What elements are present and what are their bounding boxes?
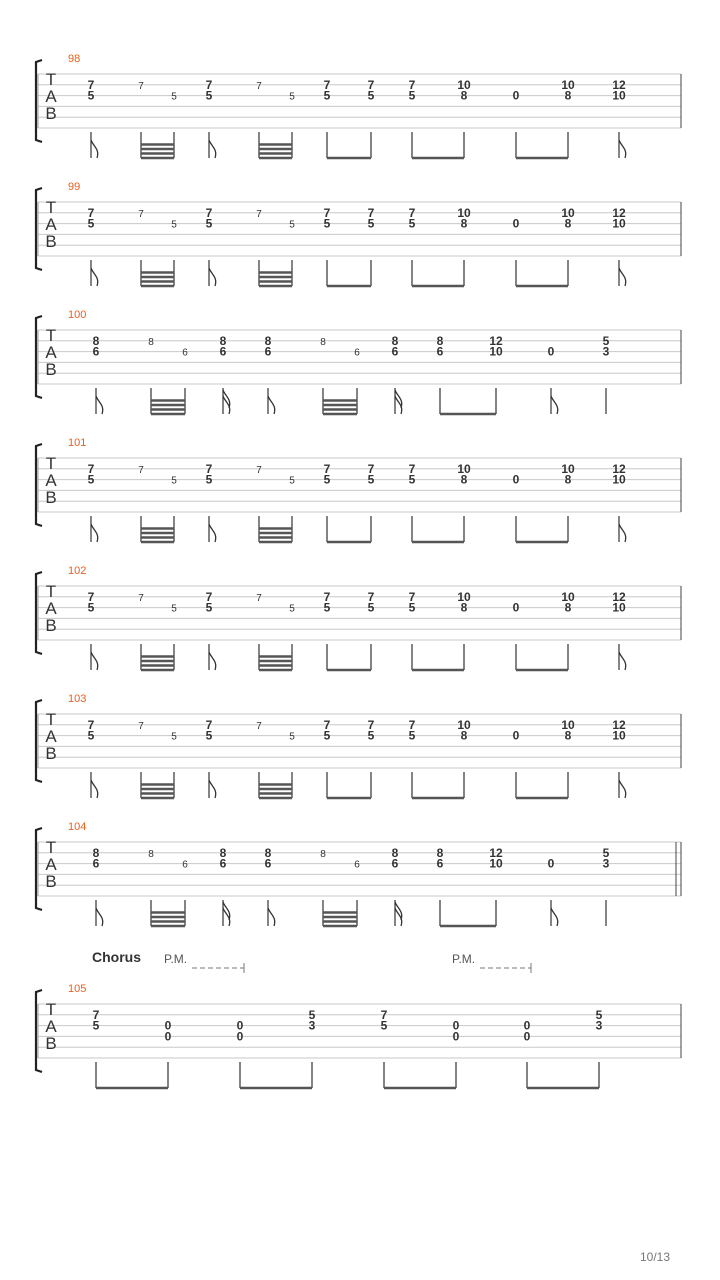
fret-number: 7 bbox=[205, 461, 213, 476]
fret-number: 10 bbox=[561, 77, 575, 92]
fret-number: 10 bbox=[612, 472, 626, 487]
fret-number: 8 bbox=[92, 845, 100, 860]
fret-number: 5 bbox=[289, 219, 295, 231]
tab-clef-a: A bbox=[45, 343, 57, 362]
fret-number: 5 bbox=[289, 731, 295, 743]
fret-number: 5 bbox=[595, 1007, 603, 1022]
fret-number: 12 bbox=[612, 589, 626, 604]
fret-number: 3 bbox=[595, 1018, 603, 1033]
fret-number: 5 bbox=[323, 88, 331, 103]
fret-number: 5 bbox=[367, 216, 375, 231]
note-flag bbox=[619, 140, 626, 158]
tab-clef-a: A bbox=[45, 87, 57, 106]
note-flag bbox=[91, 652, 98, 670]
fret-number: 5 bbox=[205, 728, 213, 743]
fret-number: 6 bbox=[219, 856, 227, 871]
note-flag bbox=[268, 396, 275, 414]
fret-number: 7 bbox=[92, 1007, 100, 1022]
system-bracket bbox=[36, 188, 42, 270]
system-bracket bbox=[36, 700, 42, 782]
note-flag bbox=[91, 780, 98, 798]
page-number: 10/13 bbox=[640, 1250, 671, 1264]
system-bracket bbox=[36, 828, 42, 910]
palm-mute-label: P.M. bbox=[452, 952, 476, 966]
fret-number: 12 bbox=[489, 333, 503, 348]
fret-number: 8 bbox=[460, 216, 468, 231]
tab-clef-b: B bbox=[45, 616, 57, 635]
fret-number: 5 bbox=[171, 731, 177, 743]
system-bracket bbox=[36, 572, 42, 654]
fret-number: 8 bbox=[436, 333, 444, 348]
fret-number: 5 bbox=[171, 475, 177, 487]
fret-number: 0 bbox=[512, 88, 520, 103]
note-flag bbox=[619, 524, 626, 542]
fret-number: 6 bbox=[182, 859, 188, 871]
fret-number: 8 bbox=[564, 216, 572, 231]
fret-number: 0 bbox=[512, 216, 520, 231]
measure-number: 102 bbox=[68, 565, 87, 577]
fret-number: 7 bbox=[205, 77, 213, 92]
tab-clef-b: B bbox=[45, 744, 57, 763]
note-flag bbox=[619, 652, 626, 670]
fret-number: 8 bbox=[460, 88, 468, 103]
fret-number: 5 bbox=[289, 91, 295, 103]
fret-number: 0 bbox=[547, 856, 555, 871]
fret-number: 5 bbox=[205, 472, 213, 487]
fret-number: 6 bbox=[436, 856, 444, 871]
note-flag bbox=[619, 268, 626, 286]
fret-number: 5 bbox=[205, 216, 213, 231]
tab-clef-a: A bbox=[45, 727, 57, 746]
fret-number: 6 bbox=[92, 856, 100, 871]
fret-number: 7 bbox=[408, 717, 416, 732]
fret-number: 10 bbox=[489, 856, 503, 871]
fret-number: 5 bbox=[87, 728, 95, 743]
fret-number: 7 bbox=[87, 589, 95, 604]
palm-mute-label: P.M. bbox=[164, 952, 188, 966]
fret-number: 5 bbox=[323, 216, 331, 231]
fret-number: 6 bbox=[391, 344, 399, 359]
fret-number: 12 bbox=[612, 205, 626, 220]
fret-number: 7 bbox=[323, 461, 331, 476]
fret-number: 7 bbox=[138, 720, 144, 732]
fret-number: 7 bbox=[87, 205, 95, 220]
fret-number: 12 bbox=[612, 77, 626, 92]
fret-number: 10 bbox=[489, 344, 503, 359]
fret-number: 5 bbox=[408, 88, 416, 103]
measure-number: 99 bbox=[68, 181, 81, 193]
fret-number: 6 bbox=[264, 344, 272, 359]
tab-clef-a: A bbox=[45, 215, 57, 234]
fret-number: 7 bbox=[408, 461, 416, 476]
note-flag bbox=[551, 908, 558, 926]
note-flag bbox=[96, 908, 103, 926]
measure-number: 104 bbox=[68, 821, 87, 833]
tab-clef-b: B bbox=[45, 872, 57, 891]
note-flag bbox=[96, 396, 103, 414]
fret-number: 8 bbox=[219, 333, 227, 348]
fret-number: 0 bbox=[164, 1029, 172, 1044]
fret-number: 8 bbox=[460, 472, 468, 487]
fret-number: 12 bbox=[612, 717, 626, 732]
fret-number: 6 bbox=[182, 347, 188, 359]
fret-number: 10 bbox=[561, 205, 575, 220]
fret-number: 8 bbox=[436, 845, 444, 860]
fret-number: 10 bbox=[457, 205, 471, 220]
fret-number: 8 bbox=[264, 845, 272, 860]
fret-number: 8 bbox=[219, 845, 227, 860]
fret-number: 8 bbox=[320, 336, 326, 348]
fret-number: 7 bbox=[323, 205, 331, 220]
fret-number: 10 bbox=[612, 600, 626, 615]
fret-number: 5 bbox=[323, 728, 331, 743]
fret-number: 5 bbox=[323, 600, 331, 615]
fret-number: 0 bbox=[164, 1018, 172, 1033]
measure-number: 103 bbox=[68, 693, 87, 705]
note-flag bbox=[619, 780, 626, 798]
fret-number: 6 bbox=[354, 859, 360, 871]
fret-number: 7 bbox=[256, 80, 262, 92]
fret-number: 3 bbox=[602, 344, 610, 359]
fret-number: 5 bbox=[87, 88, 95, 103]
fret-number: 7 bbox=[256, 464, 262, 476]
fret-number: 5 bbox=[87, 216, 95, 231]
fret-number: 10 bbox=[457, 77, 471, 92]
fret-number: 7 bbox=[205, 717, 213, 732]
fret-number: 7 bbox=[408, 77, 416, 92]
tab-clef-b: B bbox=[45, 488, 57, 507]
fret-number: 0 bbox=[236, 1029, 244, 1044]
fret-number: 8 bbox=[92, 333, 100, 348]
measure-number: 105 bbox=[68, 983, 87, 995]
measure-number: 101 bbox=[68, 437, 87, 449]
fret-number: 5 bbox=[205, 600, 213, 615]
tab-clef-t: T bbox=[45, 838, 57, 857]
fret-number: 8 bbox=[148, 336, 154, 348]
system-bracket bbox=[36, 444, 42, 526]
system-bracket bbox=[36, 316, 42, 398]
fret-number: 5 bbox=[92, 1018, 100, 1033]
fret-number: 5 bbox=[205, 88, 213, 103]
note-flag bbox=[209, 780, 216, 798]
fret-number: 10 bbox=[612, 88, 626, 103]
fret-number: 7 bbox=[367, 589, 375, 604]
fret-number: 5 bbox=[408, 728, 416, 743]
fret-number: 10 bbox=[457, 461, 471, 476]
fret-number: 0 bbox=[452, 1029, 460, 1044]
fret-number: 7 bbox=[138, 592, 144, 604]
system-bracket bbox=[36, 60, 42, 142]
tab-clef-a: A bbox=[45, 1017, 57, 1036]
note-flag bbox=[209, 140, 216, 158]
fret-number: 7 bbox=[138, 208, 144, 220]
tab-clef-b: B bbox=[45, 360, 57, 379]
fret-number: 10 bbox=[457, 717, 471, 732]
fret-number: 0 bbox=[452, 1018, 460, 1033]
fret-number: 10 bbox=[561, 717, 575, 732]
fret-number: 5 bbox=[323, 472, 331, 487]
fret-number: 5 bbox=[408, 472, 416, 487]
fret-number: 5 bbox=[87, 472, 95, 487]
measure-number: 100 bbox=[68, 309, 87, 321]
tab-clef-a: A bbox=[45, 471, 57, 490]
fret-number: 8 bbox=[320, 848, 326, 860]
fret-number: 7 bbox=[323, 589, 331, 604]
note-flag bbox=[209, 652, 216, 670]
fret-number: 8 bbox=[391, 333, 399, 348]
tab-clef-t: T bbox=[45, 710, 57, 729]
fret-number: 5 bbox=[367, 88, 375, 103]
note-flag bbox=[91, 140, 98, 158]
tab-clef-b: B bbox=[45, 1034, 57, 1053]
fret-number: 8 bbox=[460, 728, 468, 743]
fret-number: 10 bbox=[561, 589, 575, 604]
fret-number: 10 bbox=[612, 216, 626, 231]
note-flag bbox=[91, 524, 98, 542]
fret-number: 5 bbox=[171, 91, 177, 103]
tab-clef-t: T bbox=[45, 198, 57, 217]
tab-clef-b: B bbox=[45, 232, 57, 251]
fret-number: 7 bbox=[138, 464, 144, 476]
fret-number: 8 bbox=[460, 600, 468, 615]
fret-number: 7 bbox=[408, 205, 416, 220]
fret-number: 8 bbox=[564, 600, 572, 615]
fret-number: 0 bbox=[523, 1029, 531, 1044]
fret-number: 7 bbox=[323, 77, 331, 92]
fret-number: 5 bbox=[289, 475, 295, 487]
note-flag bbox=[551, 396, 558, 414]
fret-number: 6 bbox=[436, 344, 444, 359]
fret-number: 7 bbox=[256, 208, 262, 220]
fret-number: 5 bbox=[171, 603, 177, 615]
tab-clef-t: T bbox=[45, 70, 57, 89]
fret-number: 6 bbox=[391, 856, 399, 871]
fret-number: 7 bbox=[408, 589, 416, 604]
fret-number: 8 bbox=[391, 845, 399, 860]
fret-number: 7 bbox=[205, 589, 213, 604]
fret-number: 6 bbox=[92, 344, 100, 359]
fret-number: 8 bbox=[564, 472, 572, 487]
fret-number: 5 bbox=[171, 219, 177, 231]
note-flag bbox=[209, 268, 216, 286]
fret-number: 0 bbox=[523, 1018, 531, 1033]
fret-number: 7 bbox=[87, 77, 95, 92]
tab-clef-a: A bbox=[45, 599, 57, 618]
fret-number: 6 bbox=[219, 344, 227, 359]
fret-number: 7 bbox=[256, 720, 262, 732]
note-flag bbox=[268, 908, 275, 926]
fret-number: 7 bbox=[323, 717, 331, 732]
tab-clef-t: T bbox=[45, 1000, 57, 1019]
fret-number: 3 bbox=[602, 856, 610, 871]
fret-number: 5 bbox=[380, 1018, 388, 1033]
fret-number: 8 bbox=[148, 848, 154, 860]
tab-clef-t: T bbox=[45, 454, 57, 473]
fret-number: 12 bbox=[612, 461, 626, 476]
fret-number: 0 bbox=[236, 1018, 244, 1033]
fret-number: 5 bbox=[408, 600, 416, 615]
fret-number: 5 bbox=[408, 216, 416, 231]
measure-number: 98 bbox=[68, 53, 81, 65]
fret-number: 7 bbox=[256, 592, 262, 604]
fret-number: 0 bbox=[547, 344, 555, 359]
fret-number: 7 bbox=[87, 461, 95, 476]
tab-clef-t: T bbox=[45, 582, 57, 601]
fret-number: 5 bbox=[602, 333, 610, 348]
fret-number: 10 bbox=[561, 461, 575, 476]
fret-number: 7 bbox=[367, 461, 375, 476]
fret-number: 8 bbox=[264, 333, 272, 348]
system-bracket bbox=[36, 990, 42, 1072]
fret-number: 6 bbox=[354, 347, 360, 359]
section-label: Chorus bbox=[92, 949, 141, 965]
fret-number: 7 bbox=[367, 77, 375, 92]
fret-number: 5 bbox=[602, 845, 610, 860]
fret-number: 5 bbox=[367, 600, 375, 615]
note-flag bbox=[209, 524, 216, 542]
fret-number: 5 bbox=[87, 600, 95, 615]
tab-clef-b: B bbox=[45, 104, 57, 123]
tab-clef-t: T bbox=[45, 326, 57, 345]
note-flag bbox=[91, 268, 98, 286]
fret-number: 8 bbox=[564, 88, 572, 103]
fret-number: 5 bbox=[367, 728, 375, 743]
fret-number: 7 bbox=[205, 205, 213, 220]
fret-number: 7 bbox=[138, 80, 144, 92]
fret-number: 7 bbox=[87, 717, 95, 732]
fret-number: 6 bbox=[264, 856, 272, 871]
fret-number: 7 bbox=[380, 1007, 388, 1022]
fret-number: 5 bbox=[367, 472, 375, 487]
fret-number: 10 bbox=[457, 589, 471, 604]
fret-number: 0 bbox=[512, 728, 520, 743]
fret-number: 7 bbox=[367, 205, 375, 220]
fret-number: 5 bbox=[289, 603, 295, 615]
fret-number: 8 bbox=[564, 728, 572, 743]
fret-number: 10 bbox=[612, 728, 626, 743]
fret-number: 3 bbox=[308, 1018, 316, 1033]
fret-number: 0 bbox=[512, 472, 520, 487]
tab-clef-a: A bbox=[45, 855, 57, 874]
fret-number: 7 bbox=[367, 717, 375, 732]
fret-number: 12 bbox=[489, 845, 503, 860]
fret-number: 5 bbox=[308, 1007, 316, 1022]
fret-number: 0 bbox=[512, 600, 520, 615]
